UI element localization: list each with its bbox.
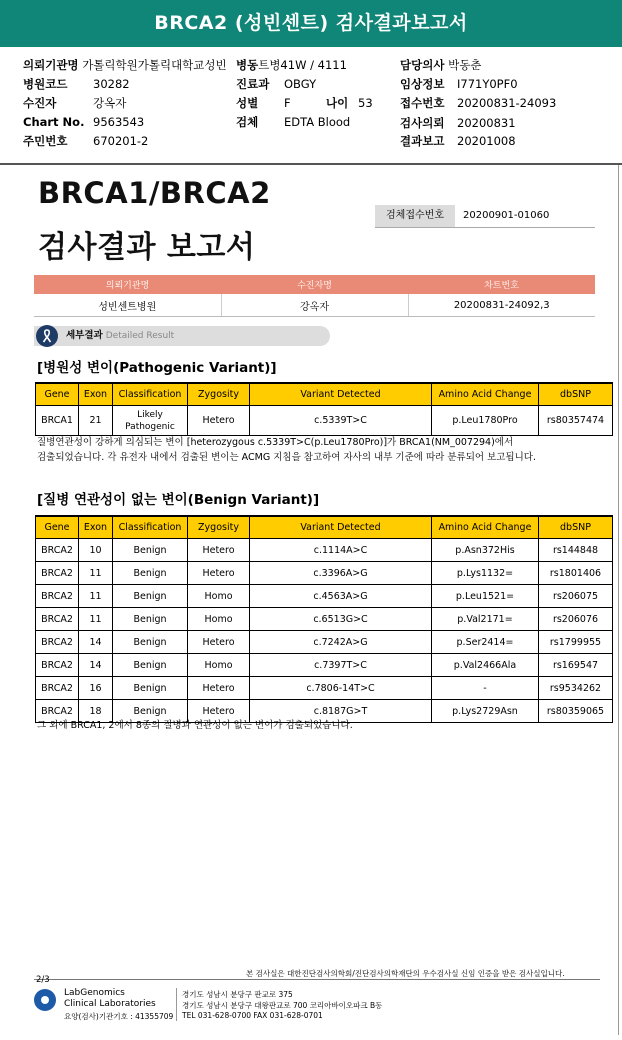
org-table	[34, 275, 595, 317]
receipt-value: 20200831-24093	[457, 96, 557, 110]
column-header: Amino Acid Change	[432, 516, 539, 539]
address-line1: 경기도 성남시 분당구 판교로 375	[182, 990, 293, 999]
column-header: Zygosity	[188, 516, 250, 539]
amino-acid-cell: p.Lys1132=	[432, 562, 539, 585]
zygosity-cell: Hetero	[188, 539, 250, 562]
gene-cell: BRCA1	[36, 406, 79, 436]
column-header: Gene	[36, 383, 79, 406]
table-row	[36, 539, 613, 562]
variant-cell: c.4563A>G	[250, 585, 432, 608]
receipt-label: 접수번호	[400, 96, 445, 110]
exon-cell: 10	[79, 539, 113, 562]
variant-cell: c.6513G>C	[250, 608, 432, 631]
hospital-value: 가톨릭학원가톨릭대학교성빈	[82, 58, 227, 72]
column-header: Classification	[113, 516, 188, 539]
classification-cell: Benign	[113, 585, 188, 608]
page-title: BRCA2 (성빈센트) 검사결과보고서	[154, 12, 468, 34]
detailed-result-label-en: Detailed Result	[105, 331, 175, 341]
exon-cell: 14	[79, 654, 113, 677]
table-row	[36, 406, 613, 436]
org-value-chart: 20200831-24092,3	[408, 294, 595, 317]
classification-cell: Benign	[113, 562, 188, 585]
doctor-field	[400, 57, 481, 73]
classification-cell: Benign	[113, 677, 188, 700]
sex-label: 성별	[236, 96, 259, 110]
classification-cell: Benign	[113, 539, 188, 562]
pathogenic-section-title: [병원성 변이(Pathogenic Variant)]	[37, 360, 277, 376]
org-value-patient: 강옥자	[221, 294, 408, 317]
hospcode-label: 병원코드	[23, 77, 68, 91]
dept-value: OBGY	[284, 77, 317, 91]
exon-cell: 14	[79, 631, 113, 654]
zygosity-cell: Hetero	[188, 406, 250, 436]
request-value: 20200831	[457, 116, 516, 130]
specimen-label: 검체	[236, 115, 259, 129]
clinical-label: 임상정보	[400, 77, 445, 91]
dbsnp-cell: rs1799955	[539, 631, 613, 654]
hospital-label: 의뢰기관명	[23, 58, 79, 72]
table-row	[36, 677, 613, 700]
logo-dot	[41, 996, 49, 1004]
variant-cell: c.7242A>G	[250, 631, 432, 654]
variant-cell: c.7806-14T>C	[250, 677, 432, 700]
dbsnp-cell: rs169547	[539, 654, 613, 677]
exon-cell: 11	[79, 585, 113, 608]
column-header: Variant Detected	[250, 516, 432, 539]
report-value: 20201008	[457, 134, 516, 148]
contact-line: TEL 031-628-0700 FAX 031-628-0701	[182, 1011, 323, 1020]
pathogenic-note-line2: 검출되었습니다. 각 유전자 내에서 검출된 변이는 ACMG 지침을 참고하여 자사의 내부 기준에 따라 분류되어 보고됩니다.	[37, 452, 536, 463]
amino-acid-cell: p.Val2171=	[432, 608, 539, 631]
benign-note: 그 외에 BRCA1, 2에서 8종의 질병과 연관성이 없는 변이가 검출되었습니다.	[37, 720, 353, 731]
age-label: 나이	[326, 96, 349, 110]
gene-cell: BRCA2	[36, 654, 79, 677]
request-label: 검사의뢰	[400, 116, 445, 130]
gene-cell: BRCA2	[36, 700, 79, 723]
certification-note: 본 검사실은 대한진단검사의학회/진단검사의학재단의 우수검사실 신임 인증을 받은 검사실입니다.	[246, 969, 565, 978]
ward-field	[236, 57, 347, 73]
amino-acid-cell: p.Leu1521=	[432, 585, 539, 608]
column-header: Amino Acid Change	[432, 383, 539, 406]
variant-cell: c.3396A>G	[250, 562, 432, 585]
benign-section-title: [질병 연관성이 없는 변이(Benign Variant)]	[37, 492, 320, 508]
gene-cell: BRCA2	[36, 631, 79, 654]
dbsnp-cell: rs206076	[539, 608, 613, 631]
amino-acid-cell: p.Ser2414=	[432, 631, 539, 654]
rrn-value: 670201-2	[93, 134, 149, 148]
column-header: Exon	[79, 383, 113, 406]
collector-value: 강옥자	[93, 96, 127, 110]
zygosity-cell: Hetero	[188, 700, 250, 723]
dbsnp-cell: rs206075	[539, 585, 613, 608]
rrn-label: 주민번호	[23, 134, 68, 148]
classification-cell: Benign	[113, 608, 188, 631]
gene-cell: BRCA2	[36, 539, 79, 562]
ward-value: 트병41W / 4111	[258, 58, 347, 72]
dbsnp-cell: rs9534262	[539, 677, 613, 700]
dbsnp-cell: rs1801406	[539, 562, 613, 585]
classification-cell: Benign	[113, 700, 188, 723]
zygosity-cell: Homo	[188, 585, 250, 608]
footer-separator	[176, 988, 177, 1021]
clinical-value: I771Y0PF0	[457, 77, 518, 91]
amino-acid-cell: p.Val2466Ala	[432, 654, 539, 677]
collector-label: 수진자	[23, 96, 57, 110]
column-header: Zygosity	[188, 383, 250, 406]
variant-cell: c.8187G>T	[250, 700, 432, 723]
column-header: Variant Detected	[250, 383, 432, 406]
table-row	[36, 608, 613, 631]
variant-cell: c.1114A>C	[250, 539, 432, 562]
zygosity-cell: Homo	[188, 608, 250, 631]
gene-cell: BRCA2	[36, 585, 79, 608]
org-value-hospital: 성빈센트병원	[34, 294, 221, 317]
column-header: Gene	[36, 516, 79, 539]
variant-cell: c.7397T>C	[250, 654, 432, 677]
hospital-field	[23, 57, 227, 73]
doctor-value: 박동춘	[448, 58, 482, 72]
table-row	[36, 562, 613, 585]
table-row	[36, 585, 613, 608]
zygosity-cell: Hetero	[188, 677, 250, 700]
table-header-row	[36, 516, 613, 539]
exon-cell: 11	[79, 562, 113, 585]
doctor-label: 담당의사	[400, 58, 445, 72]
hospcode-value: 30282	[93, 77, 130, 91]
specimen-value: EDTA Blood	[284, 115, 351, 129]
classification-cell: Benign	[113, 631, 188, 654]
specimen-receipt-value: 20200901-01060	[463, 210, 550, 221]
ward-label: 병동	[236, 58, 259, 72]
pathogenic-table	[35, 382, 613, 436]
report-title-line2: 검사결과 보고서	[38, 230, 256, 265]
zygosity-cell: Homo	[188, 654, 250, 677]
exon-cell: 21	[79, 406, 113, 436]
org-header-hospital: 의뢰기관명	[34, 275, 221, 294]
benign-table	[35, 515, 613, 723]
lab-name-line2: Clinical Laboratories	[64, 999, 156, 1009]
dbsnp-cell: rs144848	[539, 539, 613, 562]
column-header: Classification	[113, 383, 188, 406]
dbsnp-cell: rs80357474	[539, 406, 613, 436]
address-line2: 경기도 성남시 분당구 대왕판교로 700 코리아바이오파크 B동	[182, 1001, 383, 1010]
dbsnp-cell: rs80359065	[539, 700, 613, 723]
org-header-chart: 차트번호	[408, 275, 595, 294]
lab-name-line1: LabGenomics	[64, 988, 125, 998]
table-header-row	[36, 383, 613, 406]
column-header: dbSNP	[539, 383, 613, 406]
ribbon-icon	[36, 325, 58, 347]
gene-cell: BRCA2	[36, 677, 79, 700]
amino-acid-cell: p.Lys2729Asn	[432, 700, 539, 723]
exon-cell: 11	[79, 608, 113, 631]
exon-cell: 18	[79, 700, 113, 723]
dept-label: 진료과	[236, 77, 270, 91]
column-header: dbSNP	[539, 516, 613, 539]
gene-cell: BRCA2	[36, 608, 79, 631]
amino-acid-cell: p.Asn372His	[432, 539, 539, 562]
amino-acid-cell: p.Leu1780Pro	[432, 406, 539, 436]
chart-label: Chart No.	[23, 115, 85, 129]
report-title-line1: BRCA1/BRCA2	[38, 176, 271, 210]
zygosity-cell: Hetero	[188, 562, 250, 585]
page-number: 2/3	[36, 975, 50, 985]
column-header: Exon	[79, 516, 113, 539]
header-divider	[0, 163, 622, 165]
page-edge	[618, 165, 619, 1035]
exon-cell: 16	[79, 677, 113, 700]
specimen-receipt-box	[375, 205, 595, 228]
detailed-result-label	[66, 326, 174, 346]
institution-code: 요양(검사)기관기호 : 41355709	[64, 1012, 174, 1021]
table-row	[36, 654, 613, 677]
zygosity-cell: Hetero	[188, 631, 250, 654]
gene-cell: BRCA2	[36, 562, 79, 585]
classification-cell: Likely Pathogenic	[113, 406, 188, 436]
variant-cell: c.5339T>C	[250, 406, 432, 436]
classification-cell: Benign	[113, 654, 188, 677]
footer-divider	[34, 979, 600, 980]
org-header-patient: 수진자명	[221, 275, 408, 294]
age-value: 53	[358, 96, 373, 110]
report-label: 결과보고	[400, 134, 445, 148]
table-row	[36, 631, 613, 654]
specimen-receipt-label: 검체접수번호	[375, 205, 455, 227]
pathogenic-note-line1: 질병연관성이 강하게 의심되는 변이 [heterozygous c.5339T>C(p.Leu1780Pro)]가 BRCA1(NM_007294)에서	[37, 437, 514, 448]
detailed-result-label-ko: 세부결과	[66, 330, 103, 341]
chart-value: 9563543	[93, 115, 145, 129]
amino-acid-cell: -	[432, 677, 539, 700]
sex-value: F	[284, 96, 291, 110]
